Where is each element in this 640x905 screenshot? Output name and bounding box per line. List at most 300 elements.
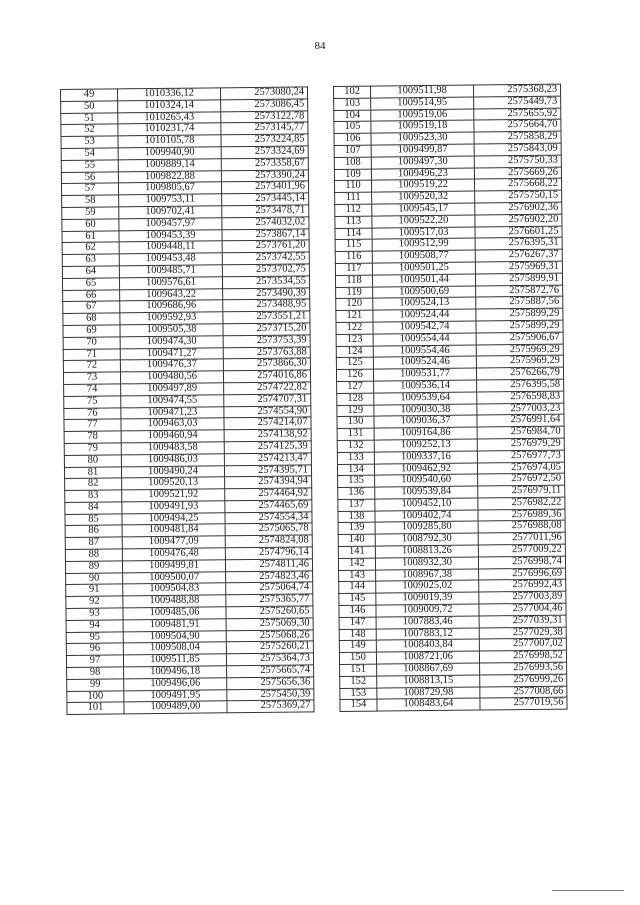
point-number-cell: 70: [63, 337, 120, 349]
x-coordinate-cell: 1008721,06: [376, 651, 479, 664]
point-number-cell: 129: [337, 405, 374, 417]
point-number-cell: 55: [61, 160, 118, 172]
x-coordinate-cell: 1009036,37: [374, 415, 477, 428]
point-number-cell: 133: [337, 452, 374, 464]
x-coordinate-cell: 1008932,30: [375, 557, 478, 570]
point-number-cell: 141: [338, 546, 375, 558]
x-coordinate-cell: 1009453,48: [119, 253, 222, 266]
y-coordinate-cell: 2573742,55: [222, 252, 309, 265]
y-coordinate-cell: 2573763,88: [223, 346, 310, 359]
x-coordinate-cell: 1009539,84: [375, 486, 478, 499]
y-coordinate-cell: 2574395,71: [224, 464, 311, 477]
x-coordinate-cell: 1009494,25: [122, 512, 225, 525]
point-number-cell: 151: [340, 664, 377, 676]
y-coordinate-cell: 2573358,67: [221, 158, 308, 171]
x-coordinate-cell: 1009501,25: [372, 262, 475, 275]
x-coordinate-cell: 1009486,03: [121, 454, 224, 467]
point-number-cell: 114: [335, 228, 372, 240]
point-number-cell: 60: [62, 219, 119, 231]
x-coordinate-cell: 1009508,77: [372, 250, 475, 263]
point-number-cell: 61: [62, 230, 119, 242]
x-coordinate-cell: 1009452,10: [375, 498, 478, 511]
y-coordinate-cell: 2576266,79: [476, 367, 563, 380]
x-coordinate-cell: 1009025,02: [376, 580, 479, 593]
y-coordinate-cell: 2575899,91: [475, 273, 562, 286]
x-coordinate-cell: 1010336,12: [118, 88, 221, 101]
y-coordinate-cell: 2575887,56: [476, 296, 563, 309]
x-coordinate-cell: 1009517,03: [372, 227, 475, 240]
x-coordinate-cell: 1009520,13: [122, 477, 225, 490]
point-number-cell: 50: [61, 101, 118, 113]
x-coordinate-cell: 1009511,98: [371, 85, 474, 98]
x-coordinate-cell: 1009554,44: [373, 333, 476, 346]
point-number-cell: 111: [335, 192, 372, 204]
y-coordinate-cell: 2575872,76: [476, 285, 563, 298]
point-number-cell: 77: [64, 419, 121, 431]
x-coordinate-cell: 1009753,11: [119, 194, 222, 207]
x-coordinate-cell: 1009497,30: [371, 156, 474, 169]
x-coordinate-cell: 1009489,00: [124, 701, 227, 714]
y-coordinate-cell: 2573702,75: [222, 264, 309, 277]
x-coordinate-cell: 1009499,87: [371, 144, 474, 157]
table-body: [61, 87, 315, 715]
x-coordinate-cell: 1008792,30: [375, 533, 478, 546]
point-number-cell: 118: [335, 275, 372, 287]
point-number-cell: 110: [334, 180, 371, 192]
y-coordinate-cell: 2576395,31: [475, 237, 562, 250]
point-number-cell: 87: [65, 537, 122, 549]
x-coordinate-cell: 1009480,56: [120, 371, 223, 384]
y-coordinate-cell: 2573390,24: [221, 169, 308, 182]
x-coordinate-cell: 1008813,15: [377, 675, 480, 688]
x-coordinate-cell: 1009554,46: [373, 345, 476, 358]
y-coordinate-cell: 2576974,05: [477, 462, 564, 475]
point-number-cell: 88: [65, 549, 122, 561]
x-coordinate-cell: 1009508,04: [123, 642, 226, 655]
x-coordinate-cell: 1007883,46: [376, 616, 479, 629]
x-coordinate-cell: 1009164,86: [374, 427, 477, 440]
x-coordinate-cell: 1009481,84: [122, 524, 225, 537]
y-coordinate-cell: 2573488,95: [223, 299, 310, 312]
point-number-cell: 132: [337, 440, 374, 452]
y-coordinate-cell: 2575899,29: [476, 308, 563, 321]
y-coordinate-cell: 2575656,36: [227, 677, 314, 690]
y-coordinate-cell: 2576982,22: [478, 497, 565, 510]
y-coordinate-cell: 2573478,71: [222, 205, 309, 218]
y-coordinate-cell: 2576991,64: [477, 414, 564, 427]
point-number-cell: 49: [61, 89, 118, 101]
x-coordinate-cell: 1009491,95: [124, 689, 227, 702]
x-coordinate-cell: 1009592,93: [120, 312, 223, 325]
x-coordinate-cell: 1009499,81: [122, 560, 225, 573]
point-number-cell: 130: [337, 416, 374, 428]
point-number-cell: 89: [65, 561, 122, 573]
y-coordinate-cell: 2574465,69: [225, 500, 312, 513]
x-coordinate-cell: 1008867,69: [377, 663, 480, 676]
y-coordinate-cell: 2575364,73: [226, 653, 313, 666]
x-coordinate-cell: 1009501,44: [372, 274, 475, 287]
y-coordinate-cell: 2573866,30: [223, 358, 310, 371]
y-coordinate-cell: 2576999,26: [480, 674, 567, 687]
y-coordinate-cell: 2576601,25: [475, 226, 562, 239]
y-coordinate-cell: 2574707,31: [224, 394, 311, 407]
x-coordinate-cell: 1009576,61: [119, 277, 222, 290]
y-coordinate-cell: 2573715,20: [223, 323, 310, 336]
y-coordinate-cell: 2575369,27: [227, 700, 314, 713]
x-coordinate-cell: 1010231,74: [118, 123, 221, 136]
x-coordinate-cell: 1009524,13: [373, 297, 476, 310]
point-number-cell: 113: [335, 216, 372, 228]
y-coordinate-cell: 2577011,96: [478, 532, 565, 545]
y-coordinate-cell: 2576989,36: [478, 509, 565, 522]
y-coordinate-cell: 2577008,66: [480, 686, 567, 699]
point-number-cell: 71: [63, 348, 120, 360]
x-coordinate-cell: 1009491,93: [122, 501, 225, 514]
y-coordinate-cell: 2577029,38: [479, 627, 566, 640]
x-coordinate-cell: 1009519,18: [371, 120, 474, 133]
y-coordinate-cell: 2574394,94: [225, 476, 312, 489]
point-number-cell: 140: [338, 534, 375, 546]
y-coordinate-cell: 2575260,21: [226, 641, 313, 654]
point-number-cell: 90: [66, 573, 123, 585]
point-number-cell: 123: [336, 334, 373, 346]
x-coordinate-cell: 1009504,90: [123, 630, 226, 643]
y-coordinate-cell: 2576992,43: [479, 580, 566, 593]
point-number-cell: 82: [65, 478, 122, 490]
point-number-cell: 98: [67, 667, 124, 679]
x-coordinate-cell: 1009496,18: [124, 666, 227, 679]
table-body: [334, 84, 568, 712]
y-coordinate-cell: 2574554,90: [224, 405, 311, 418]
x-coordinate-cell: 1009822,88: [118, 170, 221, 183]
y-coordinate-cell: 2573080,24: [220, 87, 307, 100]
y-coordinate-cell: 2575664,70: [474, 120, 561, 133]
point-number-cell: 65: [62, 278, 119, 290]
y-coordinate-cell: 2573145,77: [221, 122, 308, 135]
y-coordinate-cell: 2573122,78: [221, 111, 308, 124]
x-coordinate-cell: 1010105,78: [118, 135, 221, 148]
y-coordinate-cell: 2577039,31: [479, 615, 566, 628]
point-number-cell: 152: [340, 676, 377, 688]
x-coordinate-cell: 1009285,80: [375, 521, 478, 534]
y-coordinate-cell: 2575064,74: [226, 582, 313, 595]
point-number-cell: 92: [66, 596, 123, 608]
y-coordinate-cell: 2576993,56: [480, 662, 567, 675]
x-coordinate-cell: 1009488,88: [123, 595, 226, 608]
point-number-cell: 100: [67, 691, 124, 703]
point-number-cell: 53: [61, 136, 118, 148]
point-number-cell: 105: [334, 121, 371, 133]
x-coordinate-cell: 1008483,64: [377, 698, 480, 711]
point-number-cell: 54: [61, 148, 118, 160]
point-number-cell: 80: [64, 455, 121, 467]
y-coordinate-cell: 2576996,69: [479, 568, 566, 581]
point-number-cell: 78: [64, 431, 121, 443]
x-coordinate-cell: 1009252,13: [374, 439, 477, 452]
point-number-cell: 148: [339, 629, 376, 641]
point-number-cell: 62: [62, 242, 119, 254]
y-coordinate-cell: 2576984,70: [477, 426, 564, 439]
point-number-cell: 135: [338, 475, 375, 487]
point-number-cell: 106: [334, 133, 371, 145]
x-coordinate-cell: 1009453,39: [119, 229, 222, 242]
point-number-cell: 102: [334, 86, 371, 98]
point-number-cell: 56: [61, 171, 118, 183]
x-coordinate-cell: 1007883,12: [376, 628, 479, 641]
x-coordinate-cell: 1009504,83: [123, 583, 226, 596]
x-coordinate-cell: 1010265,43: [118, 111, 221, 124]
point-number-cell: 99: [67, 679, 124, 691]
point-number-cell: 154: [340, 700, 377, 712]
point-number-cell: 126: [336, 369, 373, 381]
point-number-cell: 94: [66, 620, 123, 632]
point-number-cell: 73: [63, 372, 120, 384]
x-coordinate-cell: 1009522,20: [372, 215, 475, 228]
x-coordinate-cell: 1009496,06: [124, 678, 227, 691]
point-number-cell: 81: [64, 466, 121, 478]
x-coordinate-cell: 1009686,96: [120, 300, 223, 313]
point-number-cell: 108: [334, 157, 371, 169]
y-coordinate-cell: 2573224,85: [221, 134, 308, 147]
x-coordinate-cell: 1009462,92: [374, 463, 477, 476]
point-number-cell: 144: [339, 582, 376, 594]
point-number-cell: 104: [334, 110, 371, 122]
x-coordinate-cell: 1009514,95: [371, 97, 474, 110]
y-coordinate-cell: 2577009,22: [478, 544, 565, 557]
x-coordinate-cell: 1009471,27: [120, 347, 223, 360]
y-coordinate-cell: 2576972,50: [478, 473, 565, 486]
x-coordinate-cell: 1009474,55: [121, 395, 224, 408]
x-coordinate-cell: 1009524,46: [373, 356, 476, 369]
y-coordinate-cell: 2576998,74: [478, 556, 565, 569]
point-number-cell: 139: [338, 523, 375, 535]
x-coordinate-cell: 1009485,71: [119, 265, 222, 278]
x-coordinate-cell: 1009009,72: [376, 604, 479, 617]
y-coordinate-cell: 2576598,83: [477, 391, 564, 404]
point-number-cell: 121: [336, 310, 373, 322]
point-number-cell: 127: [337, 381, 374, 393]
y-coordinate-cell: 2575260,65: [226, 606, 313, 619]
y-coordinate-cell: 2576395,58: [477, 379, 564, 392]
y-coordinate-cell: 2574554,34: [225, 512, 312, 525]
point-number-cell: 79: [64, 443, 121, 455]
y-coordinate-cell: 2573551,21: [223, 311, 310, 324]
x-coordinate-cell: 1009481,91: [123, 619, 226, 632]
x-coordinate-cell: 1009460,94: [121, 430, 224, 443]
point-number-cell: 63: [62, 254, 119, 266]
y-coordinate-cell: 2576902,36: [475, 202, 562, 215]
x-coordinate-cell: 1009519,22: [371, 179, 474, 192]
y-coordinate-cell: 2575665,74: [227, 665, 314, 678]
y-coordinate-cell: 2573086,45: [221, 99, 308, 112]
point-number-cell: 145: [339, 593, 376, 605]
point-number-cell: 131: [337, 428, 374, 440]
x-coordinate-cell: 1009940,90: [118, 147, 221, 160]
y-coordinate-cell: 2577003,89: [479, 591, 566, 604]
point-number-cell: 97: [66, 655, 123, 667]
point-number-cell: 142: [338, 558, 375, 570]
coordinates-table-left: [60, 86, 315, 715]
y-coordinate-cell: 2577019,56: [480, 698, 567, 711]
x-coordinate-cell: 1010324,14: [118, 100, 221, 113]
x-coordinate-cell: 1009485,06: [123, 607, 226, 620]
y-coordinate-cell: 2574032,02: [222, 217, 309, 230]
x-coordinate-cell: 1009471,23: [121, 406, 224, 419]
y-coordinate-cell: 2575969,29: [476, 355, 563, 368]
point-number-cell: 58: [62, 195, 119, 207]
y-coordinate-cell: 2575969,31: [475, 261, 562, 274]
point-number-cell: 96: [66, 643, 123, 655]
y-coordinate-cell: 2573761,20: [222, 240, 309, 253]
point-number-cell: 134: [337, 464, 374, 476]
y-coordinate-cell: 2575843,09: [474, 143, 561, 156]
y-coordinate-cell: 2577003,23: [477, 403, 564, 416]
point-number-cell: 147: [339, 617, 376, 629]
y-coordinate-cell: 2575450,39: [227, 689, 314, 702]
x-coordinate-cell: 1009337,16: [374, 451, 477, 464]
point-number-cell: 95: [66, 632, 123, 644]
point-number-cell: 103: [334, 98, 371, 110]
point-number-cell: 138: [338, 511, 375, 523]
x-coordinate-cell: 1009523,30: [371, 132, 474, 145]
x-coordinate-cell: 1009520,32: [372, 191, 475, 204]
y-coordinate-cell: 2577004,46: [479, 603, 566, 616]
point-number-cell: 124: [336, 346, 373, 358]
point-number-cell: 69: [63, 325, 120, 337]
y-coordinate-cell: 2576902,20: [475, 214, 562, 227]
x-coordinate-cell: 1009474,30: [120, 336, 223, 349]
point-number-cell: 137: [338, 499, 375, 511]
point-number-cell: 68: [63, 313, 120, 325]
y-coordinate-cell: 2574796,14: [225, 547, 312, 560]
x-coordinate-cell: 1009402,74: [375, 510, 478, 523]
point-number-cell: 122: [336, 322, 373, 334]
y-coordinate-cell: 2576998,52: [479, 650, 566, 663]
point-number-cell: 136: [338, 487, 375, 499]
y-coordinate-cell: 2575365,77: [226, 594, 313, 607]
point-number-cell: 72: [63, 360, 120, 372]
y-coordinate-cell: 2574213,47: [224, 453, 311, 466]
point-number-cell: 51: [61, 112, 118, 124]
x-coordinate-cell: 1009497,89: [121, 383, 224, 396]
x-coordinate-cell: 1009531,77: [373, 368, 476, 381]
x-coordinate-cell: 1009496,23: [371, 168, 474, 181]
x-coordinate-cell: 1009643,22: [120, 288, 223, 301]
y-coordinate-cell: 2575858,29: [474, 131, 561, 144]
x-coordinate-cell: 1009512,99: [372, 238, 475, 251]
point-number-cell: 91: [66, 584, 123, 596]
point-number-cell: 84: [65, 502, 122, 514]
x-coordinate-cell: 1009500,07: [123, 571, 226, 584]
point-number-cell: 85: [65, 514, 122, 526]
y-coordinate-cell: 2576977,73: [477, 450, 564, 463]
point-number-cell: 119: [336, 287, 373, 299]
footer-rule: [552, 890, 624, 891]
x-coordinate-cell: 1009536,14: [374, 380, 477, 393]
y-coordinate-cell: 2575969,29: [476, 344, 563, 357]
point-number-cell: 143: [339, 570, 376, 582]
y-coordinate-cell: 2574016,86: [223, 370, 310, 383]
page-number: 84: [314, 40, 326, 52]
x-coordinate-cell: 1009539,64: [374, 392, 477, 405]
y-coordinate-cell: 2574722,82: [224, 382, 311, 395]
x-coordinate-cell: 1009476,37: [120, 359, 223, 372]
y-coordinate-cell: 2574824,08: [225, 535, 312, 548]
point-number-cell: 75: [64, 396, 121, 408]
y-coordinate-cell: 2576267,37: [475, 249, 562, 262]
y-coordinate-cell: 2576979,29: [477, 438, 564, 451]
x-coordinate-cell: 1009505,38: [120, 324, 223, 337]
point-number-cell: 125: [336, 357, 373, 369]
y-coordinate-cell: 2574811,46: [225, 559, 312, 572]
x-coordinate-cell: 1008403,84: [376, 639, 479, 652]
x-coordinate-cell: 1009483,58: [121, 442, 224, 455]
y-coordinate-cell: 2575368,23: [473, 84, 560, 97]
y-coordinate-cell: 2575069,30: [226, 618, 313, 631]
y-coordinate-cell: 2576988,08: [478, 521, 565, 534]
y-coordinate-cell: 2573753,39: [223, 335, 310, 348]
y-coordinate-cell: 2575750,15: [475, 190, 562, 203]
point-number-cell: 117: [335, 263, 372, 275]
y-coordinate-cell: 2573401,96: [221, 181, 308, 194]
table-row: [340, 698, 567, 712]
x-coordinate-cell: 1009545,17: [372, 203, 475, 216]
point-number-cell: 76: [64, 407, 121, 419]
x-coordinate-cell: 1009477,09: [122, 536, 225, 549]
y-coordinate-cell: 2573445,14: [222, 193, 309, 206]
y-coordinate-cell: 2574125,39: [224, 441, 311, 454]
x-coordinate-cell: 1008729,98: [377, 687, 480, 700]
point-number-cell: 128: [337, 393, 374, 405]
x-coordinate-cell: 1009457,97: [119, 218, 222, 231]
x-coordinate-cell: 1009702,41: [119, 206, 222, 219]
point-number-cell: 112: [335, 204, 372, 216]
x-coordinate-cell: 1009019,39: [376, 592, 479, 605]
y-coordinate-cell: 2576979,11: [478, 485, 565, 498]
x-coordinate-cell: 1009500,69: [373, 286, 476, 299]
x-coordinate-cell: 1009476,48: [122, 548, 225, 561]
y-coordinate-cell: 2575899,29: [476, 320, 563, 333]
point-number-cell: 59: [62, 207, 119, 219]
coordinates-table-right: [333, 84, 568, 713]
point-number-cell: 107: [334, 145, 371, 157]
y-coordinate-cell: 2577007,02: [479, 639, 566, 652]
x-coordinate-cell: 1009524,44: [373, 309, 476, 322]
y-coordinate-cell: 2574214,07: [224, 417, 311, 430]
y-coordinate-cell: 2575906,67: [476, 332, 563, 345]
point-number-cell: 64: [62, 266, 119, 278]
y-coordinate-cell: 2575668,22: [474, 178, 561, 191]
x-coordinate-cell: 1009805,67: [118, 182, 221, 195]
x-coordinate-cell: 1008813,26: [375, 545, 478, 558]
y-coordinate-cell: 2574823,46: [226, 571, 313, 584]
x-coordinate-cell: 1009542,74: [373, 321, 476, 334]
x-coordinate-cell: 1008967,38: [376, 569, 479, 582]
point-number-cell: 115: [335, 239, 372, 251]
point-number-cell: 66: [63, 289, 120, 301]
y-coordinate-cell: 2573867,14: [222, 228, 309, 241]
y-coordinate-cell: 2575750,33: [474, 155, 561, 168]
point-number-cell: 146: [339, 605, 376, 617]
table-row: [67, 700, 314, 714]
point-number-cell: 150: [339, 652, 376, 664]
x-coordinate-cell: 1009521,92: [122, 489, 225, 502]
x-coordinate-cell: 1009889,14: [118, 159, 221, 172]
y-coordinate-cell: 2575669,26: [474, 167, 561, 180]
y-coordinate-cell: 2573534,55: [222, 276, 309, 289]
point-number-cell: 67: [63, 301, 120, 313]
x-coordinate-cell: 1009540,60: [375, 474, 478, 487]
